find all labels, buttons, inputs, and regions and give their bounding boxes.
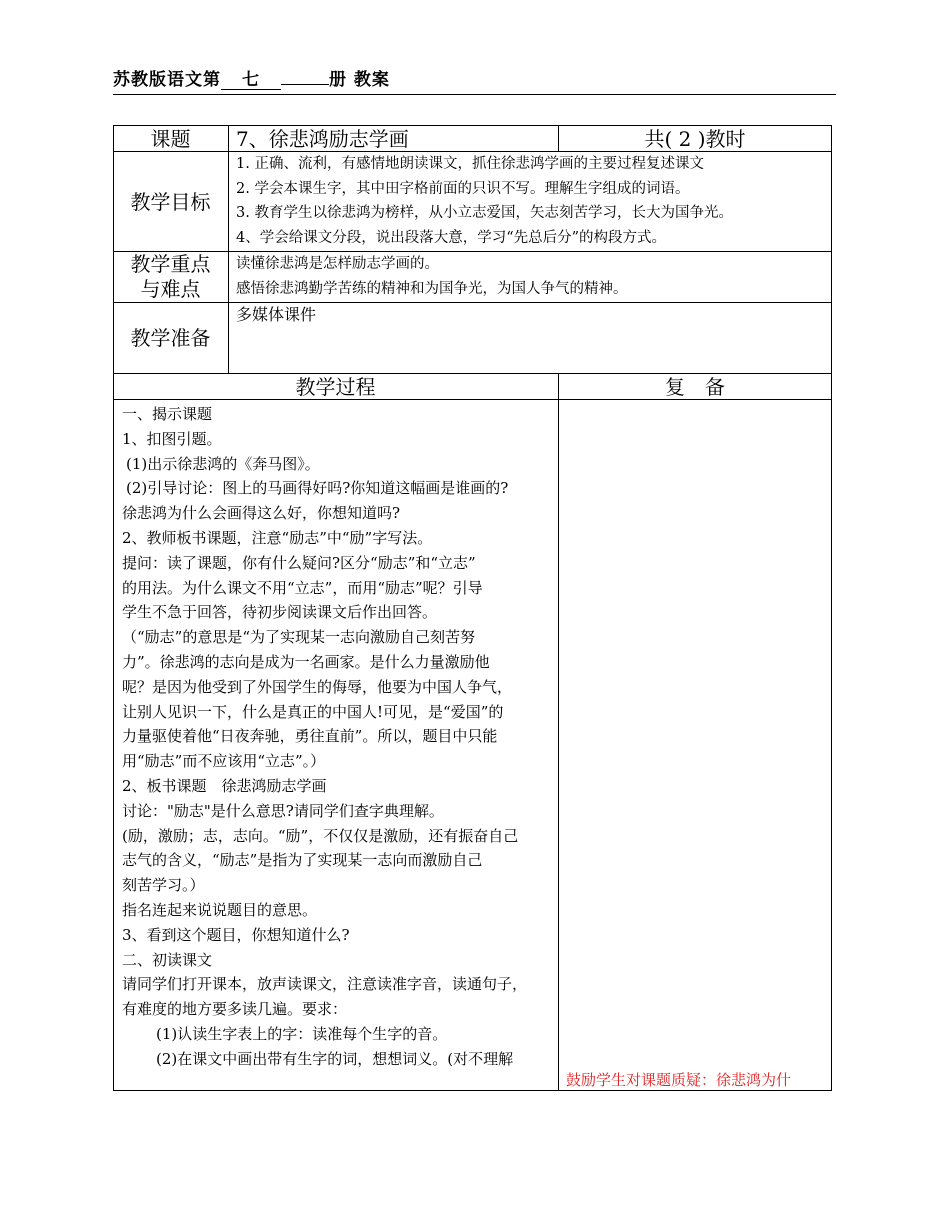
prep-value: 多媒体课件 (236, 305, 317, 324)
goal-item: 3. 教育学生以徐悲鸿为榜样，从小立志爱国，矢志刻苦学习，长大为国争光。 (236, 205, 733, 222)
topic-value: 7、徐悲鸿励志学画 (236, 127, 409, 151)
goals-list (236, 152, 733, 250)
process-line: 用“励志”而不应该用“立志”。） (122, 752, 326, 771)
process-line: 2、教师板书课题，注意“励志”中“励”字写法。 (122, 528, 433, 547)
header-volume-blank (281, 84, 329, 85)
process-line: (2)引导讨论：图上的马画得好吗?你知道这幅画是谁画的? (126, 479, 509, 498)
header-prefix: 苏教版语文第 (113, 70, 221, 90)
process-line: 讨论："励志"是什么意思?请同学们查字典理解。 (122, 801, 444, 820)
key-point-item: 感悟徐悲鸿勤学苦练的精神和为国争光，为国人争气的精神。 (236, 280, 628, 297)
goal-item: 4、学会给课文分段，说出段落大意，学习“先总后分”的构段方式。 (236, 229, 667, 246)
period-count: 共( 2 )教时 (644, 127, 746, 151)
process-content (122, 402, 552, 1072)
process-line: 3、看到这个题目，你想知道什么? (122, 925, 350, 944)
process-line: (励，激励；志，志向。“励”，不仅仅是激励，还有振奋自己 (122, 826, 519, 845)
process-line: 2、板书课题 徐悲鸿励志学画 (122, 776, 327, 795)
header-suffix: 册 教案 (329, 70, 390, 90)
goal-item: 2. 学会本课生字，其中田字格前面的只识不写。理解生字组成的词语。 (236, 180, 690, 197)
process-line: (1)出示徐悲鸿的《奔马图》。 (126, 454, 320, 473)
review-label: 复 备 (665, 375, 725, 399)
document-header (113, 68, 836, 95)
process-line: （“励志”的意思是“为了实现某一志向激励自己刻苦努 (122, 628, 476, 647)
key-points-label: 教学重点 与难点 (130, 252, 211, 301)
process-label: 教学过程 (295, 375, 376, 399)
goal-item: 1. 正确、流利，有感情地朗读课文，抓住徐悲鸿学画的主要过程复述课文 (236, 156, 704, 172)
process-line: 徐悲鸿为什么会画得这么好，你想知道吗? (122, 504, 401, 523)
process-line: 的用法。为什么课文不用“立志”，而用“励志”呢？引导 (122, 578, 483, 597)
process-line: 学生不急于回答，待初步阅读课文后作出回答。 (122, 603, 438, 622)
header-volume: 七 (221, 71, 281, 90)
process-line: 让别人见识一下，什么是真正的中国人!可见，是“爱国”的 (122, 702, 504, 721)
topic-label: 课题 (150, 127, 191, 151)
process-line: (1)认读生字表上的字：读准每个生字的音。 (156, 1024, 448, 1043)
process-line: 力”。徐悲鸿的志向是成为一名画家。是什么力量激励他 (122, 652, 490, 671)
process-line: 刻苦学习。） (122, 876, 205, 895)
process-line: 呢？是因为他受到了外国学生的侮辱，他要为中国人争气， (122, 677, 513, 696)
process-line: 力量驱使着他“日夜奔驰，勇往直前”。所以，题目中只能 (122, 727, 498, 746)
process-line: 二、初读课文 (122, 950, 213, 969)
process-line: 志气的含义，“励志”是指为了实现某一志向而激励自己 (122, 851, 483, 870)
prep-label: 教学准备 (130, 326, 211, 350)
key-point-item: 读懂徐悲鸿是怎样励志学画的。 (236, 256, 439, 272)
review-note: 鼓励学生对课题质疑：徐悲鸿为什 (566, 1071, 792, 1089)
goals-label: 教学目标 (130, 190, 211, 214)
process-line: 提问：读了课题，你有什么疑问?区分“励志”和“立志” (122, 553, 476, 572)
process-line: 1、扣图引题。 (122, 429, 222, 448)
key-points (236, 252, 628, 301)
process-line: (2)在课文中画出带有生字的词，想想词义。(对不理解 (156, 1049, 514, 1068)
process-line: 指名连起来说说题目的意思。 (122, 900, 318, 919)
process-line: 一、揭示课题 (122, 405, 213, 423)
process-line: 请同学们打开课本，放声读课文，注意读准字音，读通句子， (122, 975, 528, 994)
process-line: 有难度的地方要多读几遍。要求： (122, 1000, 348, 1019)
